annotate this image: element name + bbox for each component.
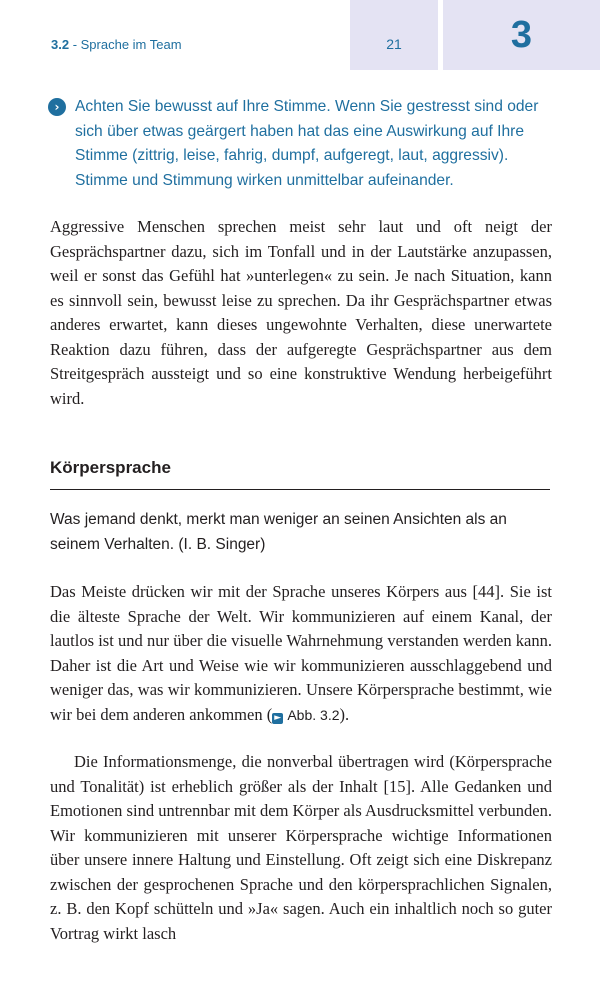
page-number-tab xyxy=(350,0,438,70)
body-paragraph-text: Das Meiste drücken wir mit der Sprache unseres Körpers aus [44]. Sie ist die älteste Sprache der Welt. Wir kommunizieren auf einem Kanal, der lautlos ist und nur über die visuelle Wahrnehmung verstanden werden kann. Daher ist die Art und Weise wie wir kommunizieren ausschlaggebend und weniger das, was wir kommunizieren. Unsere Körpersprache bestimmt, wie wir bei dem anderen ankommen xyxy=(50,582,552,724)
body-paragraph xyxy=(50,580,552,727)
tip-text: Achten Sie bewusst auf Ihre Stimme. Wenn Sie gestresst sind oder sich über etwas geärgert haben hat das eine Auswirkung auf Ihre Stimme (zittrig, leise, fahrig, dumpf, aufgeregt, laut, aggressiv). Stimme und Stimmung wirken unmittelbar aufeinander. xyxy=(75,98,539,189)
arrow-right-icon: ► xyxy=(272,713,283,724)
chapter-tab xyxy=(443,0,600,70)
section-title: Sprache im Team xyxy=(80,37,182,52)
epigraph-quote: Was jemand denkt, merkt man weniger an seinen Ansichten als an seinem Verhalten. (I. B. Singer) xyxy=(50,511,507,553)
page-number: 21 xyxy=(386,36,402,52)
section-separator: - xyxy=(69,37,81,52)
figure-reference[interactable]: ( ► Abb. 3.2). xyxy=(266,704,350,724)
tip-box xyxy=(48,95,558,193)
body-paragraph: Die Informationsmenge, die nonverbal übertragen wird (Körpersprache und Tonalität) ist erheblich größer als der Inhalt [15]. Alle Gedanken und Emotionen sind untrennbar mit dem Körper als Ausdrucksmittel verbunden. Wir kommunizieren mit unserer Körpersprache wichtige Informationen über unsere innere Haltung und Einstellung. Oft zeigt sich eine Diskrepanz zwischen der gesprochenen Sprache und den körpersprachlichen Signalen, z. B. den Kopf schütteln und »Ja« sagen. Auch ein inhaltlich noch so guter Vortrag wirkt lasch xyxy=(50,752,552,943)
chevron-right-icon: › xyxy=(48,98,66,116)
running-header xyxy=(51,37,182,52)
body-paragraph: Aggressive Menschen sprechen meist sehr laut und oft neigt der Gesprächspartner dazu, sich im Tonfall und in der Lautstärke anzupassen, weil er sonst das Gefühl hat »unterlegen« zu sein. Je nach Situation, kann es sinnvoll sein, bewusst leise zu sprechen. Da ihr Gesprächspartner etwas anderes erwartet, kann dieses ungewohnte Verhalten, diese unerwartete Reaktion dazu führen, dass der aufgeregte Gesprächspartner aus dem Streitgespräch aussteigt und so eine konstruktive Wendung herbeigeführt wird. xyxy=(50,217,552,408)
chapter-number: 3 xyxy=(510,14,533,56)
section-number: 3.2 xyxy=(51,37,70,52)
heading-divider xyxy=(50,489,550,490)
figure-reference-label: Abb. 3.2 xyxy=(287,706,340,723)
section-heading: Körpersprache xyxy=(50,458,171,477)
